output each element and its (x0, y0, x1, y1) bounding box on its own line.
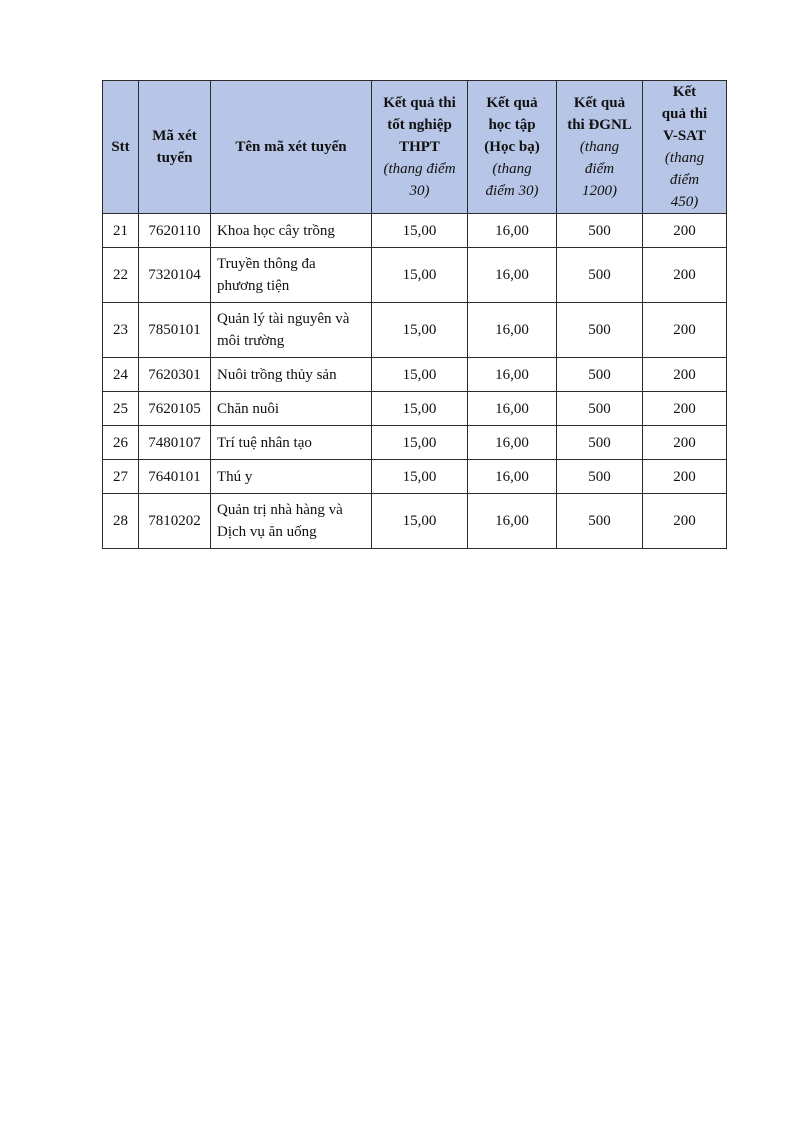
cell-dgnl: 500 (557, 392, 643, 426)
cell-code: 7480107 (139, 426, 211, 460)
cell-hocba: 16,00 (468, 426, 557, 460)
cell-name: Trí tuệ nhân tạo (211, 426, 372, 460)
table-row (103, 303, 727, 358)
cell-vsat: 200 (643, 358, 727, 392)
cell-vsat: 200 (643, 214, 727, 248)
cell-name: Thú y (211, 460, 372, 494)
table-header (103, 81, 727, 214)
cell-stt: 26 (103, 426, 139, 460)
header-hocba-title: Kết quả học tập (Học bạ) (484, 95, 540, 155)
cell-thpt: 15,00 (372, 214, 468, 248)
cell-stt: 22 (103, 248, 139, 303)
cell-thpt: 15,00 (372, 460, 468, 494)
cell-code: 7850101 (139, 303, 211, 358)
cell-stt: 25 (103, 392, 139, 426)
header-thpt-title: Kết quả thi tốt nghiệp THPT (383, 95, 456, 155)
cell-vsat: 200 (643, 460, 727, 494)
cell-vsat: 200 (643, 248, 727, 303)
cell-stt: 21 (103, 214, 139, 248)
cell-name: Nuôi trồng thủy sản (211, 358, 372, 392)
table-row (103, 494, 727, 549)
cell-dgnl: 500 (557, 214, 643, 248)
header-stt: Stt (103, 81, 139, 214)
header-thpt-scale: (thang điểm 30) (383, 161, 456, 199)
cell-thpt: 15,00 (372, 426, 468, 460)
cell-dgnl: 500 (557, 460, 643, 494)
cell-stt: 27 (103, 460, 139, 494)
header-hocba-scale: (thang điểm 30) (485, 161, 539, 199)
table-body (103, 214, 727, 549)
table-row (103, 392, 727, 426)
cell-hocba: 16,00 (468, 358, 557, 392)
cell-dgnl: 500 (557, 358, 643, 392)
cell-dgnl: 500 (557, 303, 643, 358)
cell-vsat: 200 (643, 303, 727, 358)
cell-vsat: 200 (643, 392, 727, 426)
cell-hocba: 16,00 (468, 303, 557, 358)
cell-dgnl: 500 (557, 426, 643, 460)
cell-name: Khoa học cây trồng (211, 214, 372, 248)
cell-name: Quản lý tài nguyên và môi trường (211, 303, 372, 358)
cell-vsat: 200 (643, 426, 727, 460)
cell-vsat: 200 (643, 494, 727, 549)
cell-name: Quản trị nhà hàng và Dịch vụ ăn uống (211, 494, 372, 549)
cell-thpt: 15,00 (372, 358, 468, 392)
table-row (103, 358, 727, 392)
cell-hocba: 16,00 (468, 248, 557, 303)
cell-dgnl: 500 (557, 494, 643, 549)
cell-hocba: 16,00 (468, 460, 557, 494)
header-name: Tên mã xét tuyển (211, 81, 372, 214)
cell-code: 7810202 (139, 494, 211, 549)
header-hocba (468, 81, 557, 214)
header-vsat-scale: (thang điểm 450) (664, 150, 705, 210)
table-row (103, 460, 727, 494)
cell-code: 7620105 (139, 392, 211, 426)
header-vsat-title: Kết quả thi V-SAT (661, 84, 708, 144)
header-vsat (643, 81, 727, 214)
cell-hocba: 16,00 (468, 392, 557, 426)
header-dgnl-title: Kết quả thi ĐGNL (567, 95, 632, 133)
cell-thpt: 15,00 (372, 494, 468, 549)
cell-stt: 24 (103, 358, 139, 392)
table-row (103, 248, 727, 303)
cell-stt: 28 (103, 494, 139, 549)
cell-name: Truyền thông đa phương tiện (211, 248, 372, 303)
header-dgnl (557, 81, 643, 214)
cell-hocba: 16,00 (468, 214, 557, 248)
header-dgnl-scale: (thang điểm 1200) (579, 139, 620, 199)
cell-hocba: 16,00 (468, 494, 557, 549)
cell-thpt: 15,00 (372, 392, 468, 426)
cell-stt: 23 (103, 303, 139, 358)
cell-dgnl: 500 (557, 248, 643, 303)
cell-name: Chăn nuôi (211, 392, 372, 426)
table-row (103, 426, 727, 460)
cell-code: 7620301 (139, 358, 211, 392)
cell-thpt: 15,00 (372, 248, 468, 303)
table-row (103, 214, 727, 248)
cell-code: 7640101 (139, 460, 211, 494)
cell-code: 7620110 (139, 214, 211, 248)
cell-thpt: 15,00 (372, 303, 468, 358)
admission-score-table (102, 80, 727, 549)
header-row (103, 81, 727, 214)
cell-code: 7320104 (139, 248, 211, 303)
header-thpt (372, 81, 468, 214)
header-code: Mã xét tuyển (139, 81, 211, 214)
